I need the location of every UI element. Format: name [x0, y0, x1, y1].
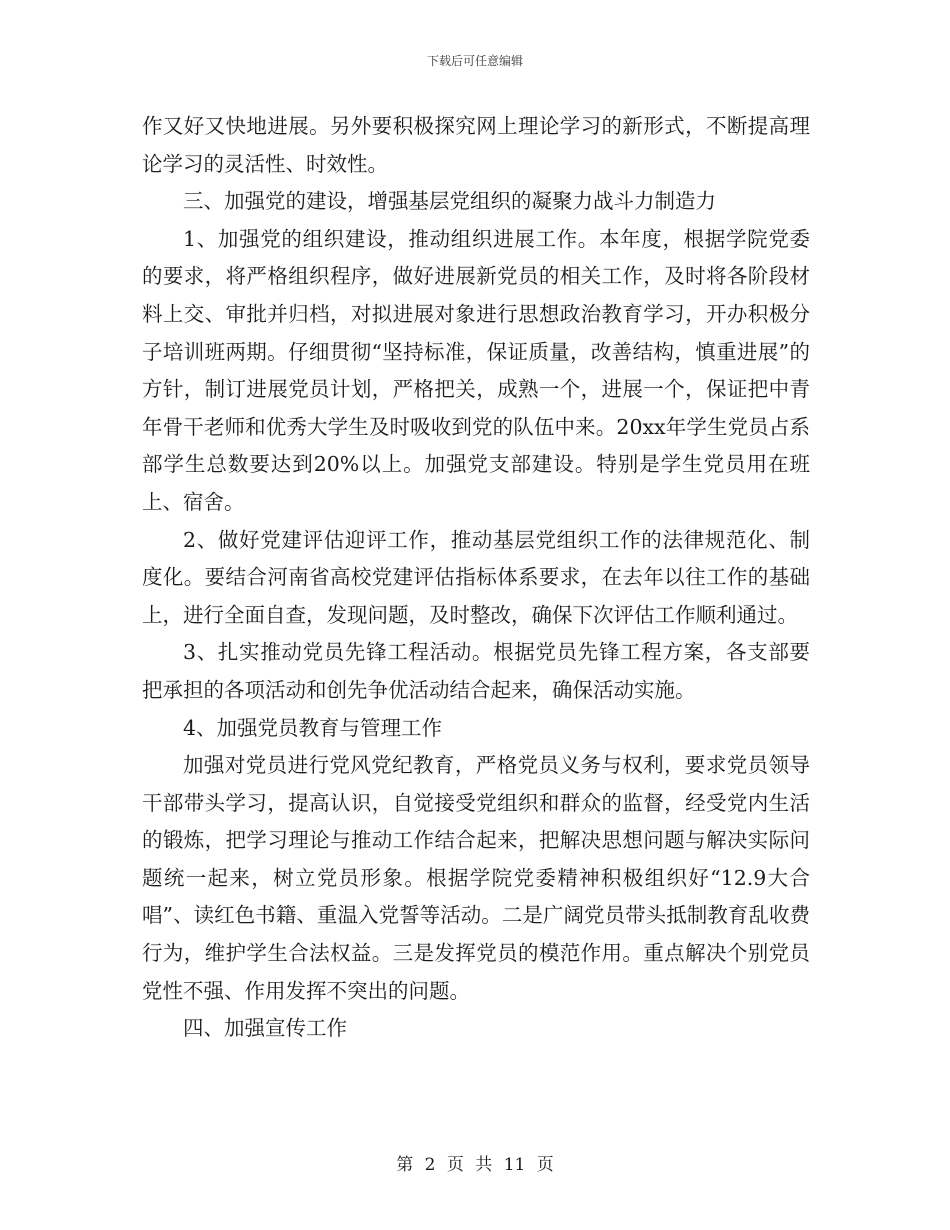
page-total-label: 共 — [475, 1155, 493, 1175]
paragraph-evaluation: 2、做好党建评估迎评工作，推动基层党组织工作的法律规范化、制度化。要结合河南省高校党建评估指标体系要求，在去年以往工作的基础上，进行全面自查，发现问题，及时整改，确保下次评估工作顺利通过。 — [142, 527, 810, 627]
page-suffix: 页 — [536, 1155, 554, 1175]
paragraph-vanguard-project: 3、扎实推动党员先锋工程活动。根据党员先锋工程方案，各支部要把承担的各项活动和创先争优活动结合起来，确保活动实施。 — [142, 640, 810, 702]
section-heading-party-building: 三、加强党的建设，增强基层党组织的凝聚力战斗力制造力 — [183, 189, 716, 214]
paragraph-organization-building: 1、加强党的组织建设，推动组织进展工作。本年度，根据学院党委的要求，将严格组织程序，做好进展新党员的相关工作，及时将各阶段材料上交、审批并归档，对拟进展对象进行思想政治教育学习，开办积极分子培训班两期。仔细贯彻“坚持标准，保证质量，改善结构，慎重进展”的方针，制订进展党员计划，严格把关，成熟一个，进展一个，保证把中青年骨干老师和优秀大学生及时吸收到党的队伍中来。20xx年学生党员占系部学生总数要达到20%以上。加强党支部建设。特别是学生党员用在班上、宿舍。 — [142, 226, 810, 514]
section-heading-publicity: 四、加强宣传工作 — [183, 1016, 347, 1041]
page-prefix: 第 — [396, 1155, 414, 1175]
paragraph-member-education: 加强对党员进行党风党纪教育，严格党员义务与权利，要求党员领导干部带头学习，提高认识，自觉接受党组织和群众的监督，经受党内生活的锻炼，把学习理论与推动工作结合起来，把解决思想问题与解决实际问题统一起来，树立党员形象。根据学院党委精神积极组织好“12.9大合唱”、读红色书籍、重温入党誓等活动。二是广阔党员带头抵制教育乱收费行为，维护学生合法权益。三是发挥党员的模范作用。重点解决个别党员党性不强、作用发挥不突出的问题。 — [142, 753, 810, 1003]
document-body — [142, 108, 810, 1048]
page-footer — [0, 1150, 950, 1175]
paragraph-continuation: 作又好又快地进展。另外要积极探究网上理论学习的新形式，不断提高理论学习的灵活性、时效性。 — [142, 114, 810, 176]
page-mid: 页 — [446, 1155, 464, 1175]
page-current: 2 — [424, 1155, 436, 1175]
page-total: 11 — [503, 1155, 526, 1175]
page-header: 下载后可任意编辑 — [426, 54, 523, 68]
subheading-member-education: 4、加强党员教育与管理工作 — [183, 715, 443, 740]
